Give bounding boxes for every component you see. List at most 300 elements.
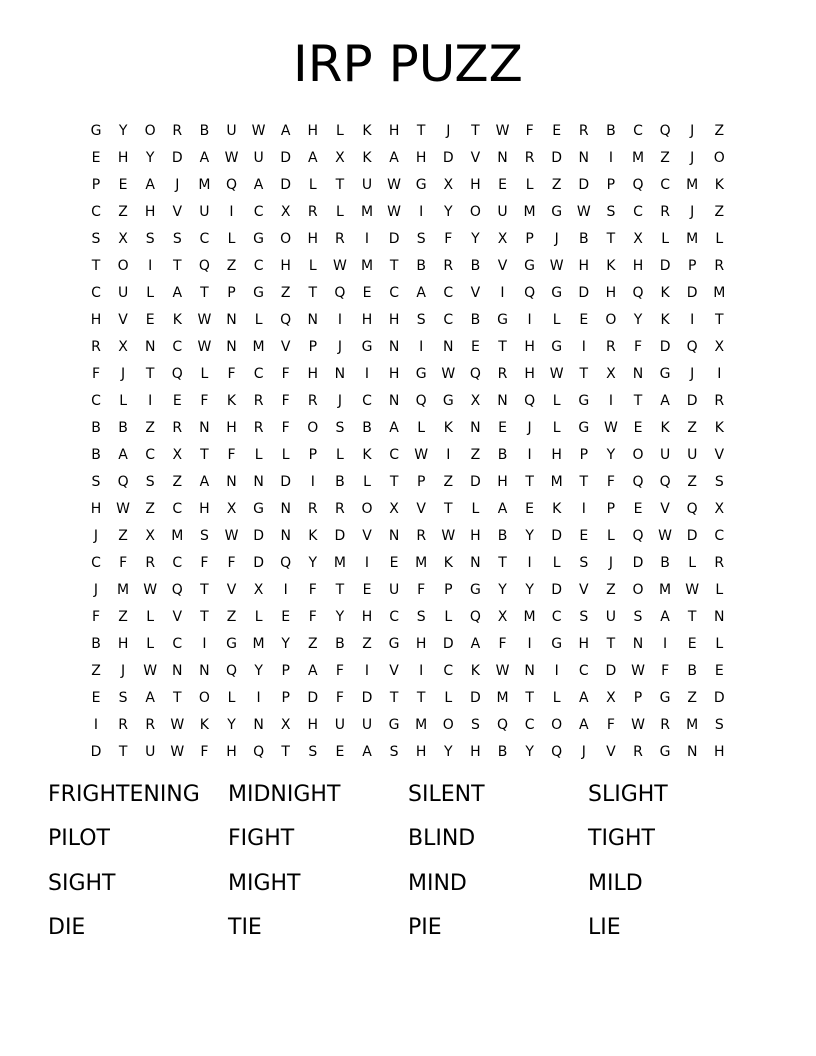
grid-letter: Q xyxy=(171,582,183,598)
grid-letter: S xyxy=(606,204,616,220)
grid-letter: N xyxy=(714,609,725,625)
grid-letter: Q xyxy=(334,285,346,301)
grid-letter: H xyxy=(307,231,319,247)
grid-letter: X xyxy=(280,204,291,220)
grid-letter: W xyxy=(197,339,212,355)
grid-letter: U xyxy=(145,744,156,760)
grid-letter: I xyxy=(663,636,668,652)
grid-letter: S xyxy=(389,744,399,760)
grid-letter: A xyxy=(660,609,670,625)
grid-letter: L xyxy=(335,447,344,463)
grid-letter: R xyxy=(91,339,101,355)
word-list-item: MIND xyxy=(408,871,467,896)
grid-letter: D xyxy=(442,636,454,652)
grid-letter: Z xyxy=(91,663,101,679)
grid-letter: R xyxy=(714,393,725,409)
grid-letter: U xyxy=(605,609,617,625)
grid-letter: A xyxy=(389,420,399,436)
grid-letter: I xyxy=(364,555,370,571)
grid-letter: S xyxy=(335,420,345,436)
grid-letter: M xyxy=(659,582,672,598)
grid-letter: E xyxy=(579,528,589,544)
grid-letter: Y xyxy=(145,150,155,166)
grid-letter: L xyxy=(146,609,155,625)
grid-letter: I xyxy=(364,231,370,247)
grid-letter: D xyxy=(686,393,698,409)
grid-letter: H xyxy=(90,501,102,517)
grid-letter: H xyxy=(470,528,481,544)
grid-letter: I xyxy=(717,366,722,382)
grid-letter: F xyxy=(661,663,670,679)
grid-letter: W xyxy=(441,366,456,382)
grid-letter: G xyxy=(442,393,454,409)
grid-letter: D xyxy=(713,690,725,706)
grid-letter: E xyxy=(633,420,643,436)
grid-letter: C xyxy=(660,177,670,193)
grid-letter: D xyxy=(578,177,590,193)
grid-letter: Z xyxy=(714,204,725,220)
grid-letter: T xyxy=(579,474,589,490)
grid-letter: B xyxy=(416,258,426,274)
grid-letter: Q xyxy=(524,285,536,301)
grid-letter: N xyxy=(524,663,535,679)
grid-letter: U xyxy=(253,150,264,166)
grid-letter: C xyxy=(253,204,264,220)
grid-letter: M xyxy=(117,582,130,598)
grid-letter: X xyxy=(497,609,508,625)
grid-letter: D xyxy=(551,582,563,598)
grid-letter: C xyxy=(172,339,183,355)
grid-letter: C xyxy=(145,447,156,463)
grid-letter: L xyxy=(552,555,561,571)
grid-letter: Q xyxy=(659,123,671,139)
grid-letter: K xyxy=(362,150,372,166)
grid-letter: R xyxy=(172,123,183,139)
grid-letter: U xyxy=(334,717,346,733)
grid-letter: H xyxy=(470,177,481,193)
word-list-item: FIGHT xyxy=(228,826,295,851)
grid-letter: I xyxy=(202,636,207,652)
grid-letter: W xyxy=(658,528,673,544)
grid-letter: X xyxy=(280,717,291,733)
grid-letter: D xyxy=(470,690,481,706)
grid-letter: R xyxy=(253,420,264,436)
grid-letter: W xyxy=(441,528,456,544)
grid-letter: F xyxy=(200,393,209,409)
grid-letter: L xyxy=(146,285,155,301)
grid-letter: S xyxy=(714,717,724,733)
grid-letter: H xyxy=(361,312,373,328)
grid-letter: H xyxy=(470,744,481,760)
grid-letter: D xyxy=(578,285,590,301)
grid-letter: P xyxy=(281,690,290,706)
grid-letter: J xyxy=(175,177,180,193)
grid-letter: O xyxy=(469,204,481,220)
grid-letter: N xyxy=(632,636,644,652)
grid-letter: E xyxy=(498,177,507,193)
grid-letter: X xyxy=(714,339,725,355)
grid-letter: L xyxy=(335,123,344,139)
grid-letter: W xyxy=(495,123,510,139)
grid-letter: M xyxy=(198,177,211,193)
grid-letter: U xyxy=(497,204,508,220)
grid-letter: I xyxy=(554,663,559,679)
grid-letter: F xyxy=(606,474,615,490)
grid-letter: C xyxy=(389,609,399,625)
grid-letter: L xyxy=(363,474,371,490)
grid-letter: A xyxy=(660,393,670,409)
grid-letter: P xyxy=(308,447,318,463)
grid-letter: A xyxy=(389,150,399,166)
grid-letter: I xyxy=(93,717,99,733)
grid-letter: N xyxy=(172,663,183,679)
grid-letter: P xyxy=(416,474,426,490)
grid-letter: O xyxy=(713,150,725,166)
grid-letter: I xyxy=(256,690,261,706)
grid-letter: T xyxy=(389,690,399,706)
grid-letter: X xyxy=(226,501,237,517)
grid-letter: T xyxy=(606,231,616,247)
grid-letter: S xyxy=(416,609,426,625)
grid-letter: H xyxy=(226,420,237,436)
grid-letter: Y xyxy=(525,744,534,760)
grid-letter: I xyxy=(364,366,370,382)
grid-letter: H xyxy=(524,339,535,355)
grid-letter: H xyxy=(199,501,210,517)
grid-letter: D xyxy=(90,744,102,760)
grid-letter: J xyxy=(690,204,695,220)
grid-letter: Z xyxy=(551,177,562,193)
grid-letter: D xyxy=(253,528,264,544)
grid-letter: R xyxy=(307,204,318,220)
grid-letter: Y xyxy=(606,447,616,463)
grid-letter: Q xyxy=(632,528,644,544)
grid-letter: H xyxy=(524,366,535,382)
grid-letter: T xyxy=(118,744,128,760)
grid-letter: J xyxy=(121,663,126,679)
grid-letter: E xyxy=(633,501,643,517)
grid-letter: H xyxy=(307,123,319,139)
grid-letter: R xyxy=(145,555,156,571)
grid-letter: N xyxy=(470,555,481,571)
grid-letter: B xyxy=(335,636,345,652)
grid-letter: D xyxy=(307,690,319,706)
grid-letter: K xyxy=(308,528,318,544)
grid-letter: I xyxy=(337,312,342,328)
grid-letter: V xyxy=(362,528,372,544)
grid-letter: O xyxy=(144,123,156,139)
grid-letter: K xyxy=(443,555,453,571)
grid-letter: O xyxy=(632,582,644,598)
grid-letter: U xyxy=(226,123,237,139)
grid-letter: A xyxy=(145,690,155,706)
grid-letter: C xyxy=(578,663,589,679)
grid-letter: H xyxy=(388,123,400,139)
grid-letter: I xyxy=(527,447,532,463)
grid-letter: B xyxy=(660,555,670,571)
grid-letter: Z xyxy=(226,609,237,625)
grid-letter: U xyxy=(361,177,373,193)
grid-letter: O xyxy=(551,717,563,733)
grid-letter: F xyxy=(633,339,643,355)
grid-letter: F xyxy=(200,555,209,571)
grid-letter: F xyxy=(91,366,101,382)
grid-letter: F xyxy=(308,582,317,598)
grid-letter: N xyxy=(253,474,264,490)
grid-letter: O xyxy=(280,231,292,247)
grid-letter: N xyxy=(334,366,346,382)
grid-letter: Q xyxy=(415,393,427,409)
grid-letter: Z xyxy=(470,447,481,463)
grid-letter: H xyxy=(307,366,319,382)
grid-letter: N xyxy=(226,339,237,355)
grid-letter: S xyxy=(416,312,426,328)
grid-letter: J xyxy=(93,582,99,598)
grid-letter: J xyxy=(527,420,532,436)
word-list-item: LIE xyxy=(588,915,621,940)
grid-letter: T xyxy=(416,123,426,139)
grid-letter: D xyxy=(334,528,346,544)
grid-letter: P xyxy=(308,339,318,355)
grid-letter: L xyxy=(471,501,480,517)
grid-letter: A xyxy=(172,285,183,301)
grid-letter: S xyxy=(172,231,182,247)
grid-letter: H xyxy=(388,312,400,328)
grid-letter: L xyxy=(119,393,127,409)
grid-letter: N xyxy=(226,312,237,328)
grid-letter: F xyxy=(227,366,236,382)
grid-letter: Y xyxy=(444,744,453,760)
grid-letter: V xyxy=(714,447,725,463)
grid-letter: L xyxy=(715,231,724,247)
grid-letter: T xyxy=(416,690,426,706)
grid-letter: Q xyxy=(686,339,698,355)
grid-letter: F xyxy=(281,393,290,409)
grid-letter: I xyxy=(527,636,532,652)
grid-letter: C xyxy=(443,285,454,301)
grid-letter: D xyxy=(632,555,644,571)
grid-letter: Q xyxy=(280,555,292,571)
grid-letter: Y xyxy=(254,663,263,679)
grid-letter: V xyxy=(118,312,128,328)
grid-letter: T xyxy=(525,474,534,490)
grid-letter: O xyxy=(632,447,644,463)
grid-letter: T xyxy=(444,501,453,517)
grid-letter: V xyxy=(606,744,616,760)
grid-letter: T xyxy=(145,366,155,382)
grid-letter: E xyxy=(118,177,128,193)
grid-letter: K xyxy=(470,663,480,679)
grid-letter: T xyxy=(715,312,724,328)
grid-letter: E xyxy=(389,555,399,571)
grid-letter: H xyxy=(415,744,427,760)
grid-letter: V xyxy=(172,204,183,220)
grid-letter: C xyxy=(362,393,372,409)
grid-letter: D xyxy=(605,663,617,679)
grid-letter: L xyxy=(227,231,236,247)
grid-letter: I xyxy=(608,150,613,166)
word-list-item: FRIGHTENING xyxy=(48,782,200,807)
grid-letter: R xyxy=(633,744,643,760)
grid-letter: P xyxy=(525,231,534,247)
grid-letter: A xyxy=(579,690,589,706)
grid-letter: W xyxy=(387,204,402,220)
grid-letter: K xyxy=(552,501,562,517)
grid-letter: A xyxy=(470,636,481,652)
grid-letter: E xyxy=(362,582,372,598)
grid-letter: C xyxy=(253,366,264,382)
grid-letter: X xyxy=(443,177,454,193)
grid-letter: Q xyxy=(469,609,481,625)
grid-letter: V xyxy=(660,501,670,517)
grid-letter: X xyxy=(714,501,725,517)
grid-letter: Y xyxy=(444,204,453,220)
grid-letter: C xyxy=(91,393,101,409)
grid-letter: D xyxy=(686,285,698,301)
grid-letter: E xyxy=(714,663,724,679)
grid-letter: G xyxy=(551,285,563,301)
grid-letter: B xyxy=(335,474,345,490)
grid-letter: A xyxy=(579,717,589,733)
grid-letter: X xyxy=(118,231,128,247)
grid-letter: T xyxy=(200,285,209,301)
word-list-item: MILD xyxy=(588,871,643,896)
grid-letter: A xyxy=(308,663,318,679)
grid-letter: A xyxy=(145,177,155,193)
grid-letter: Z xyxy=(118,609,128,625)
grid-letter: H xyxy=(90,312,102,328)
grid-letter: F xyxy=(227,555,236,571)
grid-letter: U xyxy=(388,582,400,598)
grid-letter: T xyxy=(606,636,616,652)
grid-letter: R xyxy=(145,717,156,733)
grid-letter: D xyxy=(280,474,292,490)
grid-letter: Q xyxy=(198,258,210,274)
grid-letter: W xyxy=(170,717,185,733)
grid-letter: K xyxy=(606,258,616,274)
grid-letter: P xyxy=(606,501,616,517)
grid-letter: G xyxy=(551,636,563,652)
grid-letter: D xyxy=(659,339,671,355)
grid-letter: F xyxy=(335,663,344,679)
grid-letter: L xyxy=(552,312,561,328)
grid-letter: B xyxy=(91,636,101,652)
grid-letter: T xyxy=(200,609,209,625)
grid-letter: D xyxy=(280,177,292,193)
grid-letter: F xyxy=(498,636,507,652)
grid-letter: N xyxy=(307,312,319,328)
grid-letter: V xyxy=(470,150,481,166)
grid-letter: M xyxy=(252,636,265,652)
grid-letter: J xyxy=(554,231,559,247)
grid-letter: L xyxy=(146,636,155,652)
grid-letter: G xyxy=(226,636,237,652)
grid-letter: Q xyxy=(469,366,481,382)
grid-letter: F xyxy=(335,690,344,706)
grid-letter: W xyxy=(549,366,564,382)
grid-letter: T xyxy=(687,609,697,625)
grid-letter: Q xyxy=(632,177,644,193)
grid-letter: K xyxy=(714,177,724,193)
grid-letter: Y xyxy=(281,636,290,652)
grid-letter: T xyxy=(335,582,345,598)
grid-letter: W xyxy=(143,582,158,598)
grid-letter: Y xyxy=(335,609,345,625)
grid-letter: S xyxy=(470,717,480,733)
grid-letter: Y xyxy=(498,582,507,598)
word-list-item: BLIND xyxy=(408,826,476,851)
grid-letter: M xyxy=(686,177,699,193)
grid-letter: Q xyxy=(632,474,644,490)
grid-letter: A xyxy=(497,501,508,517)
grid-letter: D xyxy=(551,150,563,166)
grid-letter: S xyxy=(91,231,101,247)
grid-letter: B xyxy=(118,420,128,436)
grid-letter: Y xyxy=(525,528,534,544)
grid-letter: P xyxy=(91,177,101,193)
grid-letter: G xyxy=(659,366,671,382)
grid-letter: F xyxy=(525,123,534,139)
grid-letter: L xyxy=(444,609,453,625)
grid-letter: E xyxy=(91,150,101,166)
grid-letter: D xyxy=(253,555,264,571)
grid-letter: P xyxy=(579,447,589,463)
grid-letter: E xyxy=(335,744,345,760)
grid-letter: N xyxy=(686,744,698,760)
grid-letter: W xyxy=(170,744,185,760)
grid-letter: T xyxy=(173,690,182,706)
grid-letter: I xyxy=(500,285,505,301)
grid-letter: A xyxy=(308,150,318,166)
grid-letter: N xyxy=(144,339,156,355)
grid-letter: H xyxy=(714,744,725,760)
grid-letter: D xyxy=(442,150,454,166)
word-list-item: TIGHT xyxy=(588,826,655,851)
grid-letter: M xyxy=(550,474,563,490)
grid-letter: O xyxy=(307,420,319,436)
grid-letter: T xyxy=(308,285,318,301)
grid-letter: D xyxy=(470,474,481,490)
grid-letter: I xyxy=(581,501,586,517)
grid-letter: E xyxy=(281,609,291,625)
grid-letter: G xyxy=(659,744,671,760)
grid-letter: P xyxy=(444,582,453,598)
grid-letter: T xyxy=(498,555,507,571)
grid-letter: J xyxy=(608,555,613,571)
grid-letter: K xyxy=(199,717,209,733)
grid-letter: J xyxy=(337,393,342,409)
grid-letter: B xyxy=(470,312,481,328)
grid-letter: M xyxy=(360,204,374,220)
grid-letter: M xyxy=(415,555,428,571)
grid-letter: I xyxy=(527,312,532,328)
grid-letter: Q xyxy=(225,663,238,679)
grid-letter: G xyxy=(361,339,373,355)
grid-letter: F xyxy=(91,609,101,625)
grid-letter: J xyxy=(581,744,586,760)
grid-letter: L xyxy=(715,582,724,598)
grid-letter: S xyxy=(145,474,155,490)
grid-letter: B xyxy=(199,123,210,139)
grid-letter: B xyxy=(687,663,697,679)
grid-letter: T xyxy=(91,258,101,274)
grid-letter: M xyxy=(171,528,184,544)
grid-letter: V xyxy=(172,609,183,625)
grid-letter: Y xyxy=(633,312,643,328)
grid-letter: I xyxy=(148,393,153,409)
grid-letter: M xyxy=(686,231,699,247)
grid-letter: N xyxy=(443,339,454,355)
